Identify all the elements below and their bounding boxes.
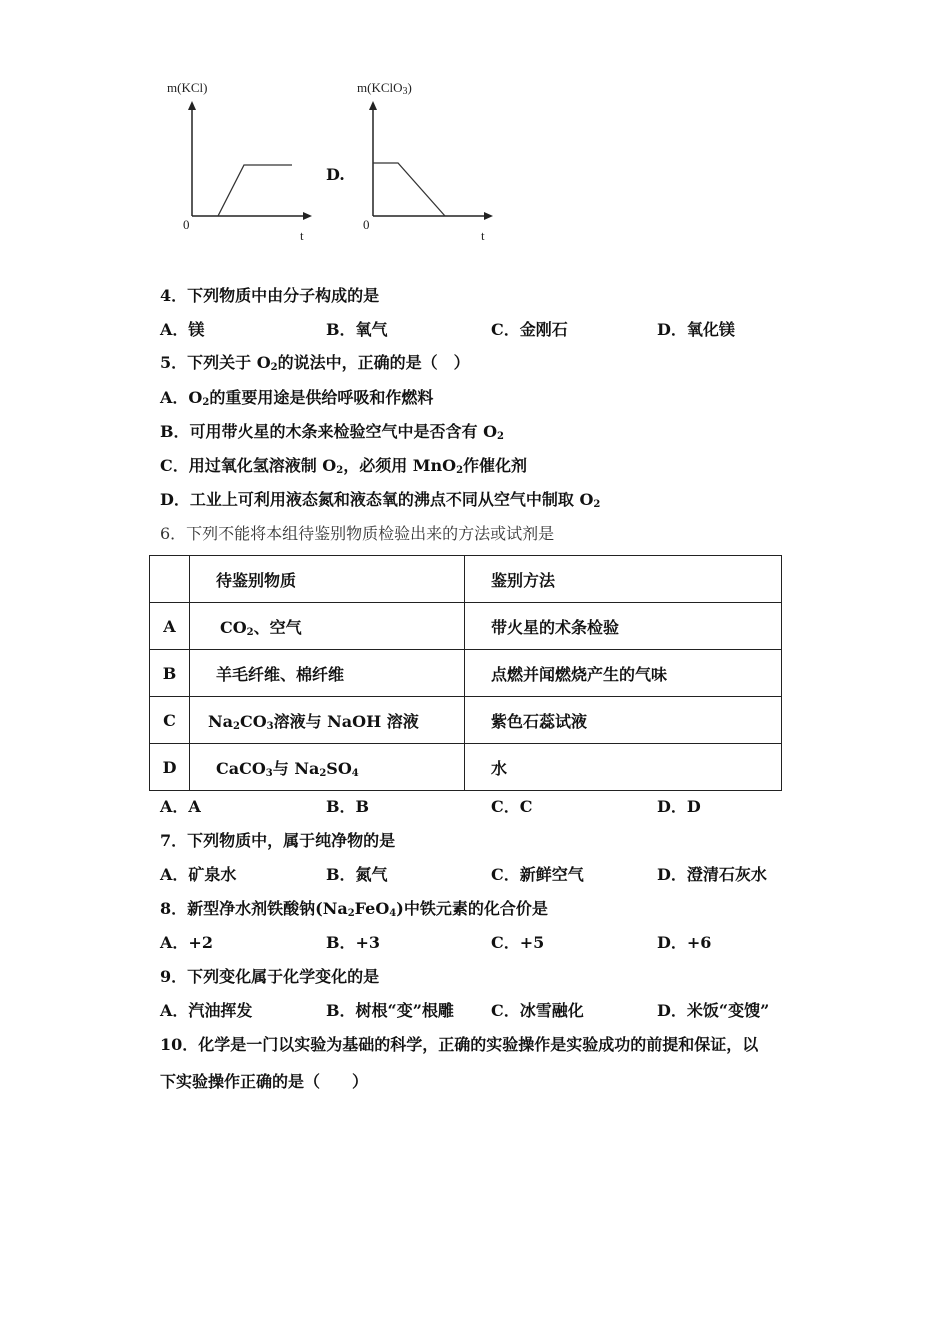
graph2-axes: [361, 95, 501, 230]
q9-option-b: B．树根“变”根雕: [326, 1001, 454, 1020]
table-header-cell: 鉴别方法: [465, 556, 782, 603]
q7-stem: 7．下列物质中，属于纯净物的是: [160, 831, 396, 850]
q5-option-b: B．可用带火星的木条来检验空气中是否含有 $O_2$: [160, 422, 505, 442]
row-label: D: [150, 744, 190, 791]
graph1-origin: 0: [183, 217, 190, 232]
graph2-curve: [373, 163, 445, 216]
q8-stem: 8．新型净水剂铁酸钠$(Na_2FeO_4)$中铁元素的化合价是: [160, 899, 548, 919]
q5-stem: 5．下列关于 $O_2$的说法中，正确的是（ ）: [160, 353, 470, 373]
q6-option-a: A．A: [160, 797, 201, 816]
q6-option-d: D．D: [657, 797, 701, 816]
graph1-x-label: t: [300, 228, 304, 243]
q9-option-a: A．汽油挥发: [160, 1001, 253, 1020]
graph1-curve: [218, 165, 292, 216]
q4-option-d: D．氧化镁: [657, 320, 735, 339]
row-material: CaCO$_3$与 $Na_2SO_4$: [190, 744, 465, 791]
q8-option-c: C．+5: [491, 933, 545, 952]
q9-option-d: D．米饭“变馊”: [657, 1001, 770, 1020]
table-header-row: [150, 556, 782, 603]
table-header-cell: [150, 556, 190, 603]
row-material: $CO_2$、空气: [190, 603, 465, 650]
table-row: [150, 650, 782, 697]
q4-option-c: C．金刚石: [491, 320, 568, 339]
q8-option-a: A．+2: [160, 933, 213, 952]
q6-stem: 6．下列不能将本组待鉴别物质检验出来的方法或试剂是: [160, 524, 555, 543]
q6-table: [149, 555, 782, 791]
q6-option-c: C．C: [491, 797, 533, 816]
q9-option-c: C．冰雪融化: [491, 1001, 584, 1020]
q7-option-a: A．矿泉水: [160, 865, 237, 884]
graph1-y-label: m(KCl): [167, 80, 208, 95]
row-method: 点燃并闻燃烧产生的气味: [465, 650, 782, 697]
q10-stem-line1: 10．化学是一门以实验为基础的科学，正确的实验操作是实验成功的前提和保证，以: [160, 1035, 759, 1054]
q8-option-d: D．+6: [657, 933, 712, 952]
row-method: 水: [465, 744, 782, 791]
q5-option-d: D．工业上可利用液态氮和液态氧的沸点不同从空气中制取 $O_2$: [160, 490, 601, 510]
option-d-label: D.: [326, 165, 345, 184]
row-method: 紫色石蕊试液: [465, 697, 782, 744]
q7-option-d: D．澄清石灰水: [657, 865, 767, 884]
table-header-cell: 待鉴别物质: [190, 556, 465, 603]
graph2-origin: 0: [363, 217, 370, 232]
table-row: [150, 744, 782, 791]
q9-stem: 9．下列变化属于化学变化的是: [160, 967, 380, 986]
q5-option-a: A．$O_2$的重要用途是供给呼吸和作燃料: [160, 388, 434, 408]
row-material: 羊毛纤维、棉纤维: [190, 650, 465, 697]
row-material: $Na_2CO_3$溶液与 NaOH 溶液: [190, 697, 465, 744]
table-row: [150, 603, 782, 650]
q6-option-b: B．B: [326, 797, 370, 816]
graph2-y-label: m(KClO$_3$): [357, 80, 412, 97]
q7-option-c: C．新鲜空气: [491, 865, 584, 884]
table-row: [150, 697, 782, 744]
q5-option-c: C．用过氧化氢溶液制 $O_2$，必须用 MnO$_2$作催化剂: [160, 456, 528, 476]
row-method: 带火星的术条检验: [465, 603, 782, 650]
row-label: A: [150, 603, 190, 650]
q4-option-b: B．氧气: [326, 320, 388, 339]
q4-option-a: A．镁: [160, 320, 205, 339]
graph2-x-label: t: [481, 228, 485, 243]
q4-stem: 4．下列物质中由分子构成的是: [160, 286, 380, 305]
q8-option-b: B．+3: [326, 933, 381, 952]
row-label: C: [150, 697, 190, 744]
q10-stem-line2: 下实验操作正确的是（ ）: [160, 1072, 369, 1091]
row-label: B: [150, 650, 190, 697]
q7-option-b: B．氮气: [326, 865, 388, 884]
graph1-axes: [180, 95, 320, 230]
